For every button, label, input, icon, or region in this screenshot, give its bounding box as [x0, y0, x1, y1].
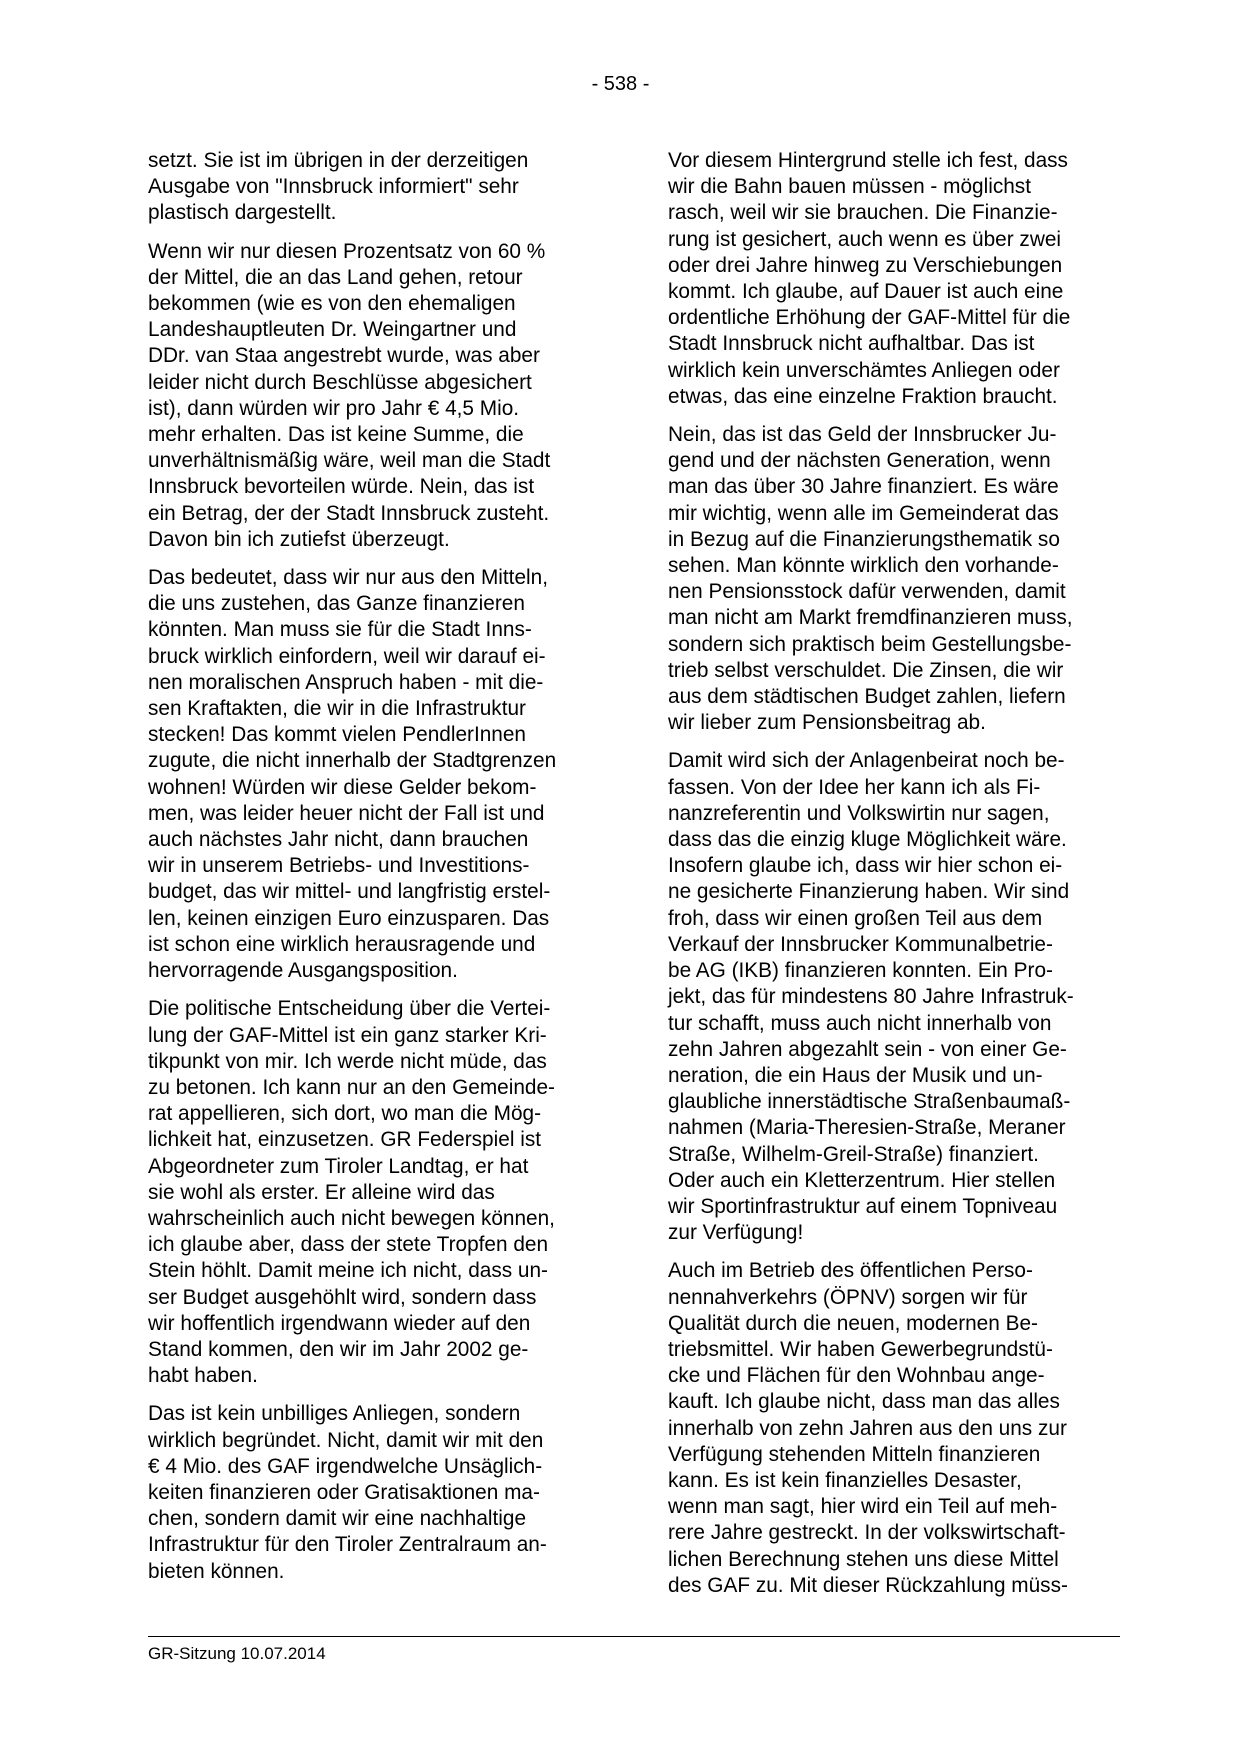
paragraph: Nein, das ist das Geld der Innsbrucker Ju- gend und der nächsten Generation, wenn man das über 30 Jahre finanziert. Es wäre mir wichtig, wenn alle im Gemeinderat das in Bezug auf die Finanzierungsthematik so sehen. Man könnte wirklich den vorhande- nen Pensionsstock dafür verwenden, damit man nicht am Markt fremdfinanzieren muss, sondern sich praktisch beim Gestellungsbe- trieb selbst verschuldet. Die Zinsen, die wir aus dem städtischen Budget zahlen, liefern wir lieber zum Pensionsbeitrag ab. [668, 423, 1073, 735]
paragraph: Wenn wir nur diesen Prozentsatz von 60 % der Mittel, die an das Land gehen, retour bekommen (wie es von den ehemaligen Landeshauptleuten Dr. Weingartner und DDr. van Staa angestrebt wurde, was aber leider nicht durch Beschlüsse abgesichert ist), dann würden wir pro Jahr € 4,5 Mio. mehr erhalten. Das ist keine Summe, die unverhältnismäßig wäre, weil man die Stadt Innsbruck bevorteilen würde. Nein, das ist ein Betrag, der der Stadt Innsbruck zusteht. Davon bin ich zutiefst überzeugt. [148, 239, 551, 551]
footer-divider [148, 1636, 1120, 1637]
paragraph: Damit wird sich der Anlagenbeirat noch be- fassen. Von der Idee her kann ich als Fi- nanzreferentin und Volkswirtin nur sagen, dass das die einzig kluge Möglichkeit wäre. Insofern glaube ich, dass wir hier schon ei- ne gesicherte Finanzierung haben. Wir sind froh, dass wir einen großen Teil aus dem Verkauf der Innsbrucker Kommunalbetrie- be AG (IKB) finanzieren konnten. Ein Pro- jekt, das für mindestens 80 Jahre Infrastruk- tur schafft, muss auch nicht innerhalb von zehn Jahren abgezahlt sein - von einer Ge- neration, die ein Haus der Musik und un- glaubliche innerstädtische Straßenbaumaß- nahmen (Maria-Theresien-Straße, Meraner Straße, Wilhelm-Greil-Straße) finanziert. Oder auch ein Kletterzentrum. Hier stellen wir Sportinfrastruktur auf einem Topniveau zur Verfügung! [668, 749, 1074, 1245]
paragraph: Vor diesem Hintergrund stelle ich fest, dass wir die Bahn bauen müssen - möglichst rasch, weil wir sie brauchen. Die Finanzie- rung ist gesichert, auch wenn es über zwei oder drei Jahre hinweg zu Verschiebungen kommt. Ich glaube, auf Dauer ist auch eine ordentliche Erhöhung der GAF-Mittel für die Stadt Innsbruck nicht aufhaltbar. Das ist wirklich kein unverschämtes Anliegen oder etwas, das eine einzelne Fraktion braucht. [668, 149, 1071, 408]
paragraph: Auch im Betrieb des öffentlichen Perso- nennahverkehrs (ÖPNV) sorgen wir für Qualität durch die neuen, modernen Be- triebsmittel. Wir haben Gewerbegrundstü- cke und Flächen für den Wohnbau ange- kauft. Ich glaube nicht, dass man das alles innerhalb von zehn Jahren aus den uns zur Verfügung stehenden Mitteln finanzieren kann. Es ist kein finanzielles Desaster, wenn man sagt, hier wird ein Teil auf meh- rere Jahre gestreckt. In der volkswirtschaft- lichen Berechnung stehen uns diese Mittel des GAF zu. Mit dieser Rückzahlung müss- [668, 1259, 1068, 1597]
paragraph: Die politische Entscheidung über die Vertei- lung der GAF-Mittel ist ein ganz starker Kri- tikpunkt von mir. Ich werde nicht müde, das zu betonen. Ich kann nur an den Gemeinde- rat appellieren, sich dort, wo man die Mög- lichkeit hat, einzusetzen. GR Federspiel ist Abgeordneter zum Tiroler Landtag, er hat sie wohl als erster. Er alleine wird das wahrscheinlich auch nicht bewegen können, ich glaube aber, dass der stete Tropfen den Stein höhlt. Damit meine ich nicht, dass un- ser Budget ausgehöhlt wird, sondern dass wir hoffentlich irgendwann wieder auf den Stand kommen, den wir im Jahr 2002 ge- habt haben. [148, 997, 555, 1388]
paragraph: Das bedeutet, dass wir nur aus den Mitteln, die uns zustehen, das Ganze finanzieren könnten. Man muss sie für die Stadt Inns- bruck wirklich einfordern, weil wir darauf ei- nen moralischen Anspruch haben - mit die- sen Kraftakten, die wir in die Infrastruktur stecken! Das kommt vielen PendlerInnen zugute, die nicht innerhalb der Stadtgrenzen wohnen! Würden wir diese Gelder bekom- men, was leider heuer nicht der Fall ist und auch nächstes Jahr nicht, dann brauchen wir in unserem Betriebs- und Investitions- budget, das wir mittel- und langfristig erstel- len, keinen einzigen Euro einzusparen. Das ist schon eine wirklich herausragende und hervorragende Ausgangsposition. [148, 566, 557, 983]
footer-session-date: GR-Sitzung 10.07.2014 [148, 1644, 326, 1663]
page-number: - 538 - [591, 73, 650, 95]
left-column [148, 148, 598, 1597]
paragraph: Das ist kein unbilliges Anliegen, sondern wirklich begründet. Nicht, damit wir mit den € 4 Mio. des GAF irgendwelche Unsäglich- keiten finanzieren oder Gratisaktionen ma- chen, sondern damit wir eine nachhaltige Infrastruktur für den Tiroler Zentralraum an- bieten können. [148, 1402, 547, 1583]
right-column [668, 148, 1118, 1611]
paragraph: setzt. Sie ist im übrigen in der derzeitigen Ausgabe von "Innsbruck informiert" sehr plastisch dargestellt. [148, 149, 529, 225]
